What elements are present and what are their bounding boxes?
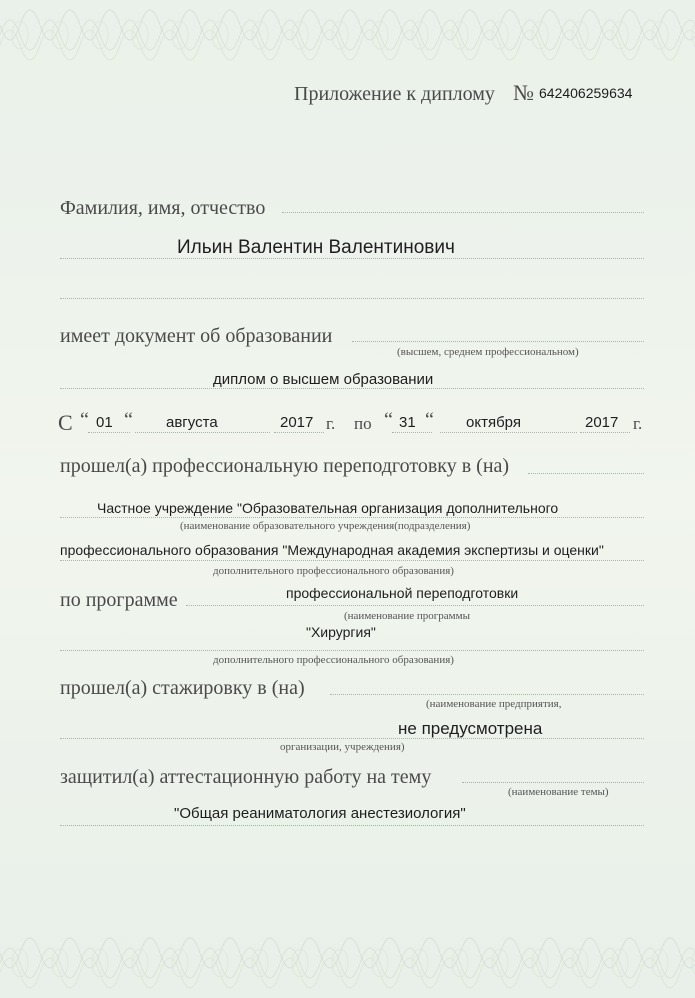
quote-open-2: “ — [384, 409, 393, 431]
diploma-number: 642406259634 — [539, 85, 633, 101]
from-day: 01 — [96, 414, 113, 431]
education-document-value: диплом о высшем образовании — [213, 371, 434, 388]
program-line-2 — [60, 650, 644, 651]
thesis-label: защитил(а) аттестационную работу на тему — [60, 766, 432, 788]
full-name-value: Ильин Валентин Валентинович — [177, 237, 455, 258]
from-month-line — [135, 432, 270, 433]
education-underline — [352, 341, 644, 342]
institution-line-1: Частное учреждение "Образовательная организация дополнительного — [97, 500, 559, 516]
program-line-1 — [186, 605, 644, 606]
period-to-label: по — [354, 414, 372, 433]
from-year-line — [274, 432, 324, 433]
internship-underline — [330, 694, 644, 695]
program-value-2: "Хирургия" — [306, 624, 376, 640]
program-label: по программе — [60, 589, 178, 611]
full-name-label: Фамилия, имя, отчество — [60, 197, 266, 219]
internship-value: не предусмотрена — [398, 719, 543, 738]
education-line — [60, 388, 644, 389]
guilloche-border-bottom — [0, 928, 695, 998]
full-name-line — [60, 258, 644, 259]
internship-label: прошел(а) стажировку в (на) — [60, 677, 305, 699]
internship-hint-2: организации, учреждения) — [280, 741, 405, 753]
from-day-line — [88, 432, 130, 433]
thesis-hint: (наименование темы) — [508, 786, 609, 798]
thesis-value: "Общая реаниматология анестезиология" — [174, 805, 466, 822]
institution-line-2: профессионального образования "Международная академия экспертизы и оценки" — [60, 542, 604, 558]
education-hint: (высшем, среднем профессиональном) — [397, 346, 579, 358]
thesis-underline — [462, 782, 644, 783]
quote-close: “ — [124, 409, 133, 431]
to-month-line — [440, 432, 577, 433]
full-name-underline — [282, 212, 644, 213]
program-hint-2: дополнительного профессионального образования) — [213, 654, 454, 666]
internship-line — [60, 738, 644, 739]
program-hint-1: (наименование программы — [344, 610, 470, 622]
to-day-line — [392, 432, 432, 433]
guilloche-border-top — [0, 0, 695, 70]
to-year: 2017 — [585, 414, 619, 431]
education-document-label: имеет документ об образовании — [60, 325, 333, 347]
retraining-label: прошел(а) профессиональную переподготовку в (на) — [60, 455, 510, 477]
institution-line-2-rule — [60, 560, 644, 561]
to-month: октября — [466, 414, 521, 431]
to-year-line — [580, 432, 630, 433]
quote-open: “ — [80, 409, 89, 431]
institution-hint-1: (наименование образовательного учреждения(подразделения) — [180, 520, 471, 532]
quote-close-2: “ — [425, 409, 434, 431]
appendix-title: Приложение к диплому — [294, 83, 495, 105]
internship-hint-1: (наименование предприятия, — [426, 698, 562, 710]
year-suffix-1: г. — [326, 414, 336, 433]
institution-hint-2: дополнительного профессионального образования) — [213, 565, 454, 577]
number-sign: № — [513, 80, 534, 105]
blank-line — [60, 298, 644, 299]
from-year: 2017 — [280, 414, 314, 431]
year-suffix-2: г. — [633, 414, 643, 433]
to-day: 31 — [399, 414, 416, 431]
institution-line-1-rule — [60, 517, 644, 518]
program-value-1: профессиональной переподготовки — [286, 585, 519, 601]
from-month: августа — [166, 414, 218, 431]
retraining-underline — [528, 473, 644, 474]
period-from-label: С — [58, 410, 73, 435]
thesis-line — [60, 825, 644, 826]
